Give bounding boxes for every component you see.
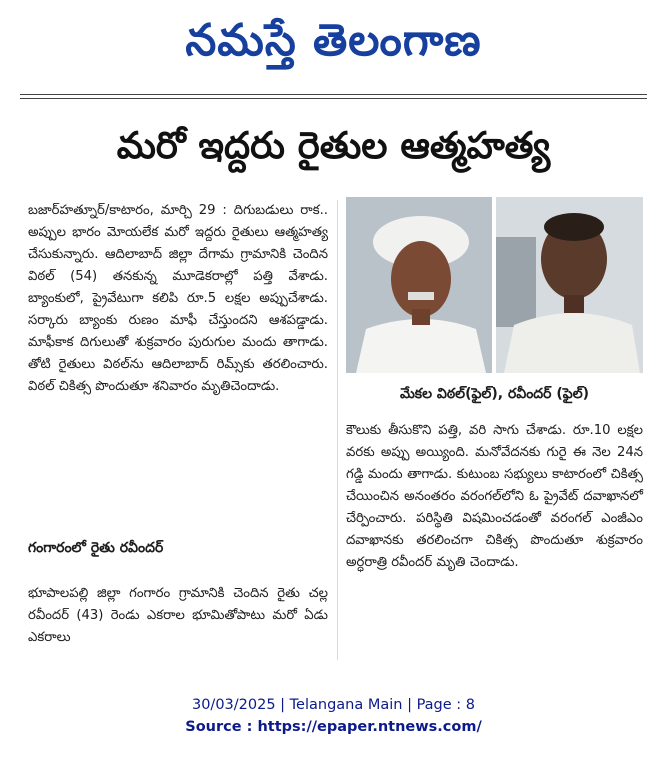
- article-column-1-continued: [28, 583, 328, 649]
- article-column-2: [346, 420, 643, 574]
- masthead-logo: నమస్తే తెలంగాణ: [185, 15, 482, 66]
- article-paragraph-3: కౌలుకు తీసుకొని పత్తి, వరి సాగు చేశాడు. రూ.10 లక్షల వరకు అప్పు అయ్యింది. మనోవేదనకు గురై ఈ నెల 24న గడ్డి మందు తాగాడు. కుటుంబ సభ్యులు కాటారంలో చికిత్స చేయించిన అనంతరం వరంగల్‌లోని ఓ ప్రైవేట్ దవాఖానలో చేర్పించారు. పరిస్థితి విషమించడంతో వరంగల్ ఎంజీఎం దవాఖానకు తరలించగా చికిత్స పొందుతూ శుక్రవారం అర్ధరాత్రి రవీందర్ మృతి చెందాడు.: [346, 423, 643, 570]
- masthead-rule: [20, 94, 647, 95]
- portrait-vithal-image: [346, 197, 492, 373]
- photo-caption: మేకల విఠల్(ఫైల్), రవీందర్ (ఫైల్): [399, 386, 590, 402]
- article-headline: మరో ఇద్దరు రైతుల ఆత్మహత్య: [116, 124, 551, 167]
- column-divider: [337, 200, 338, 660]
- article-paragraph-1: బజార్‌హత్నూర్/కాటారం, మార్చి 29 : దిగుబడులు రాక.. అప్పుల భారం మోయలేక మరో ఇద్దరు రైతులు ఆత్మహత్య చేసుకున్నారు. ఆదిలాబాద్ జిల్లా దేగామ గ్రామానికి చెందిన విఠల్ (54) తనకున్న మూడెకరాల్లో పత్తి వేశాడు. బ్యాంకులో, ప్రైవేటుగా కలిపి రూ.5 లక్షల అప్పుచేశాడు. సర్కారు బ్యాంకు రుణం మాఫీ చేస్తుందని ఆశపడ్డాడు. మాఫీకాక దిగులుతో శుక్రవారం పురుగుల మందు తాగాడు. తోటి రైతులు విఠల్‌ను ఆదిలాబాద్ రిమ్స్‌కు తరలించారు. విఠల్ చికిత్స పొందుతూ శనివారం మృతిచెందాడు.: [28, 203, 328, 394]
- article-paragraph-2: భూపాలపల్లి జిల్లా గంగారం గ్రామానికి చెందిన రైతు చల్ల రవీందర్ (43) రెండు ఎకరాల భూమితోపాటు మరో ఏడు ఎకరాలు: [28, 586, 328, 645]
- footer-source-link[interactable]: Source : https://epaper.ntnews.com/: [185, 719, 482, 735]
- masthead-rule-2: [20, 98, 647, 99]
- footer-date-edition: 30/03/2025 | Telangana Main | Page : 8: [191, 697, 476, 713]
- photo-ravinder: [496, 197, 643, 373]
- photo-vithal: [346, 197, 492, 373]
- article-column-1: [28, 200, 328, 398]
- farmer-photos: [346, 197, 643, 373]
- portrait-ravinder-image: [496, 197, 643, 373]
- article-subheading: గంగారంలో రైతు రవీందర్: [28, 540, 164, 556]
